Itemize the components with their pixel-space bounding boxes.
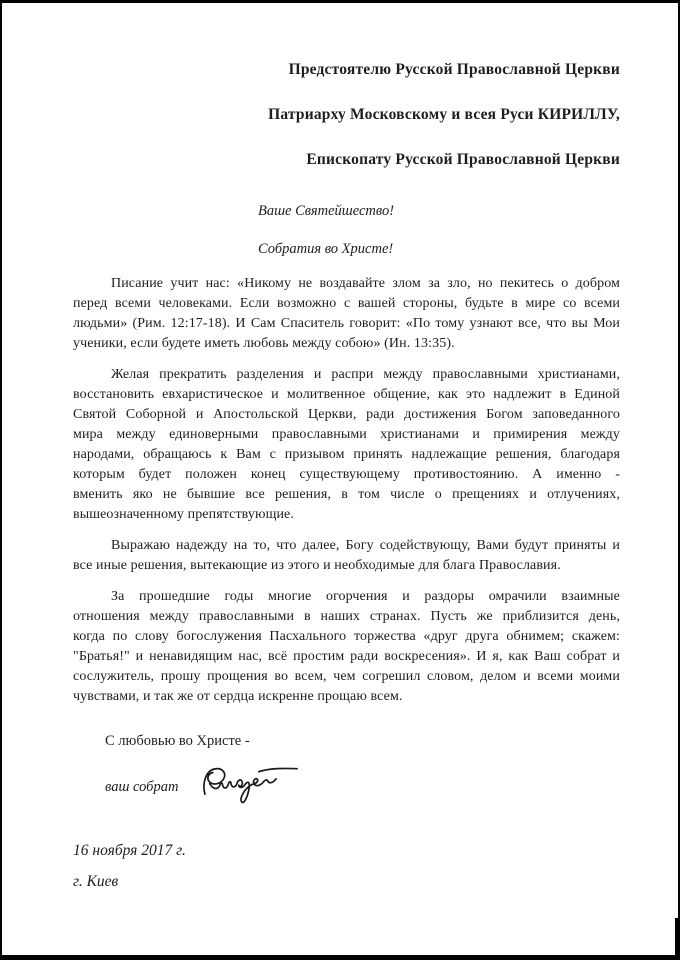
body-paragraph (73, 274, 620, 354)
signature-row (105, 765, 620, 815)
paragraph-line: Святой Соборной и Апостольской Церкви, ради достижения Богом заповеданного (73, 407, 620, 422)
paragraph-line: народами, обращаюсь к Вам с призывом принять надлежащие решения, благодаря (73, 447, 620, 462)
salutation-line: Собратия во Христе! (258, 241, 394, 257)
paragraph-line: Писание учит нас: «Никому не воздавайте злом за зло, но пекитесь о добром (111, 276, 620, 291)
date-line: 16 ноября 2017 г. (73, 842, 186, 859)
signature-prefix: ваш собрат (105, 779, 179, 795)
place-line: г. Киев (73, 873, 119, 890)
recipient-block (73, 3, 620, 182)
scan-edge-artifact (675, 918, 680, 960)
body-paragraph (73, 587, 620, 707)
salutation-line: Ваше Святейшество! (258, 203, 395, 219)
letter-body (73, 274, 620, 707)
paragraph-line: людьми» (Рим. 12:17-18). И Сам Спаситель говорит: «По тому узнают все, что вы Мои (73, 316, 620, 331)
paragraph-line: которым будет положен конец существующему противостоянию. А именно - (73, 467, 620, 482)
body-paragraph (73, 365, 620, 525)
paragraph-line: перед всеми человеками. Если возможно с вашей стороны, будьте в мире со всеми (73, 296, 620, 311)
paragraph-line: "Братья!" и ненавидящим нас, всё простим ради воскресения». И я, как Ваш собрат и (73, 649, 620, 664)
recipient-line: Предстоятелю Русской Православной Церкви (288, 61, 620, 78)
salutation-block (258, 192, 620, 268)
paragraph-line: мира между единоверными православными христианами и примирения между (73, 427, 620, 442)
paragraph-line: вменить яко не бывшие все решения, в том числе о прещениях и отлучениях, (73, 487, 620, 502)
letter-content (2, 3, 678, 955)
paragraph-line: все иные решения, вытекающие из этого и необходимые для блага Православия. (73, 558, 561, 573)
signature-handwriting (197, 757, 327, 811)
paragraph-line: восстановить евхаристическое и молитвенное общение, как это надлежит в Единой (73, 387, 620, 402)
dateline-block (73, 835, 620, 897)
recipient-line: Епископату Русской Православной Церкви (306, 151, 620, 168)
body-paragraph (73, 536, 620, 576)
closing-line: С любовью во Христе - (105, 733, 250, 749)
paragraph-line: За прошедшие годы многие огорчения и раздоры омрачили взаимные (111, 589, 620, 604)
paragraph-line: чувствами, и так же от сердца искренне прощаю всем. (73, 689, 403, 704)
paragraph-line: сослужитель, прошу прощения во всем, чем согрешил словом, делом и всеми моими (73, 669, 620, 684)
paragraph-line: Желая прекратить разделения и распри между православными христианами, (111, 367, 620, 382)
paragraph-line: когда по слову богослужения Пасхального торжества «друг друга обнимем; скажем: (73, 629, 620, 644)
paragraph-line: Выражаю надежду на то, что далее, Богу содействующу, Вами будут приняты и (111, 538, 620, 553)
paragraph-line: вышеозначенному препятствующие. (73, 507, 294, 522)
paragraph-line: ученики, если будете иметь любовь между собою» (Ин. 13:35). (73, 336, 455, 351)
paragraph-line: отношения между православными в наших странах. Пусть же приблизится день, (73, 609, 620, 624)
recipient-line: Патриарху Московскому и всея Руси КИРИЛЛУ, (268, 106, 620, 123)
